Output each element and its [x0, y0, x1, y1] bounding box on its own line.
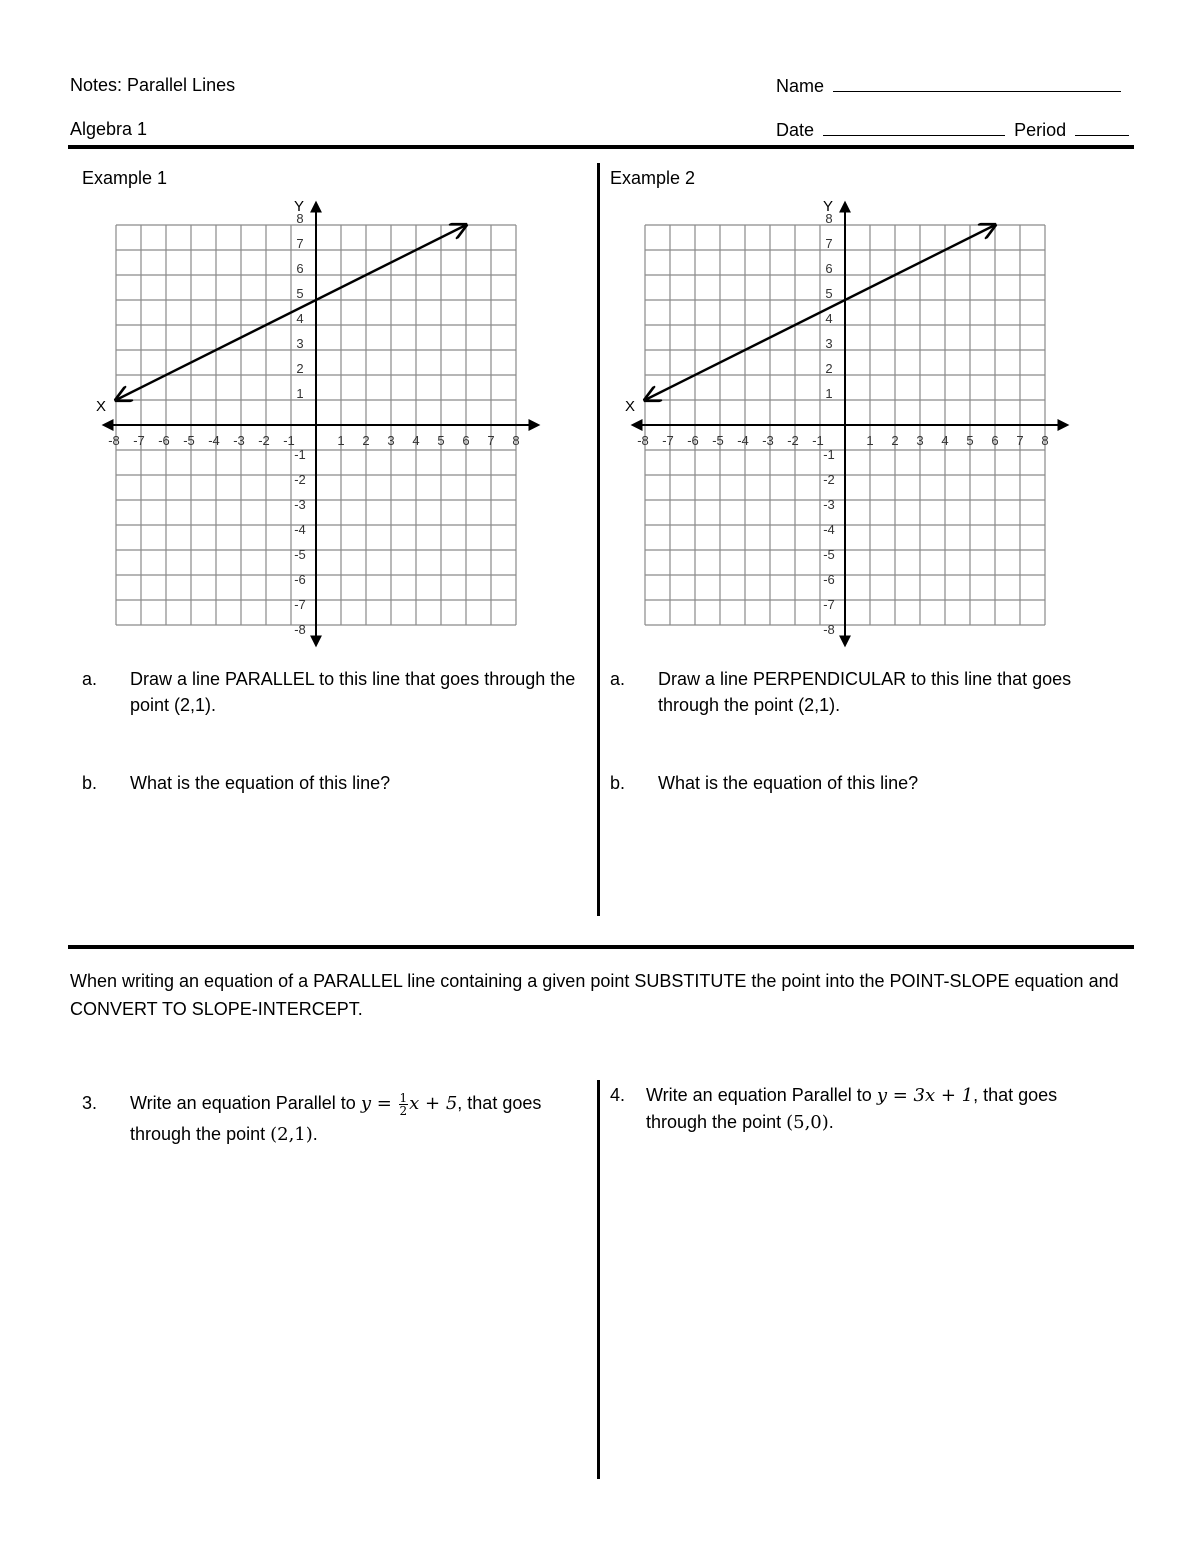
course-name: Algebra 1: [70, 119, 148, 139]
x-tick-label: 7: [1016, 433, 1024, 448]
problem-3-equation: y = $\frac{1}{2}$ x + 5: [360, 1090, 458, 1118]
x-tick-label: -1: [283, 433, 295, 448]
x-axis-label: X: [625, 398, 636, 415]
y-tick-label: -7: [823, 597, 835, 612]
y-tick-label: 4: [825, 311, 833, 326]
y-axis-label: Y: [294, 198, 305, 215]
example-2-title: Example 2: [610, 168, 696, 188]
x-tick-label: -2: [258, 433, 270, 448]
y-tick-label: -6: [294, 572, 306, 587]
problem-4-suffix: , that goes: [973, 1085, 1058, 1105]
x-tick-label: 4: [412, 433, 420, 448]
y-tick-label: -3: [823, 497, 835, 512]
x-tick-label: -5: [712, 433, 724, 448]
y-axis-label: Y: [823, 198, 834, 215]
y-tick-label: 7: [825, 236, 833, 251]
problem-3-suffix: , that goes: [457, 1093, 542, 1113]
y-tick-label: -5: [294, 547, 306, 562]
date-label: Date: [776, 120, 815, 140]
y-tick-label: 3: [825, 336, 833, 351]
y-tick-label: 7: [296, 236, 304, 251]
y-tick-label: -3: [294, 497, 306, 512]
x-tick-label: 6: [991, 433, 999, 448]
worksheet-title: Notes: Parallel Lines: [70, 75, 236, 95]
x-tick-label: 5: [437, 433, 445, 448]
y-tick-label: -4: [294, 522, 306, 537]
problem-3-marker: 3.: [82, 1093, 98, 1113]
x-tick-label: 8: [1041, 433, 1049, 448]
question-a-marker: a.: [82, 669, 98, 689]
x-tick-label: -6: [158, 433, 170, 448]
x-tick-label: 2: [362, 433, 370, 448]
question-b-text: What is the equation of this line?: [130, 773, 391, 793]
y-tick-label: -7: [294, 597, 306, 612]
name-label: Name: [776, 76, 825, 96]
x-tick-label: 1: [337, 433, 345, 448]
question-a-marker: a.: [610, 669, 626, 689]
x-tick-label: -7: [133, 433, 145, 448]
x-tick-label: 3: [916, 433, 924, 448]
header-divider: [68, 145, 1134, 149]
x-tick-label: 5: [966, 433, 974, 448]
period-blank[interactable]: [1075, 119, 1129, 136]
x-tick-label: 1: [866, 433, 874, 448]
y-tick-label: -6: [823, 572, 835, 587]
x-tick-label: 7: [487, 433, 495, 448]
problem-4-prefix: Write an equation Parallel to: [646, 1085, 877, 1105]
y-tick-label: -5: [823, 547, 835, 562]
x-tick-label: -4: [208, 433, 220, 448]
y-tick-label: -8: [823, 622, 835, 637]
date-blank[interactable]: [823, 119, 1005, 136]
period-label: Period: [1014, 120, 1067, 140]
date-period-field[interactable]: [776, 119, 1129, 141]
x-tick-label: -6: [687, 433, 699, 448]
problem-4-marker: 4.: [610, 1085, 626, 1105]
y-tick-label: 4: [296, 311, 304, 326]
y-tick-label: 2: [296, 361, 304, 376]
x-tick-label: 8: [512, 433, 520, 448]
x-axis-label: X: [96, 398, 107, 415]
x-tick-label: -8: [637, 433, 649, 448]
y-tick-label: 8: [296, 211, 304, 226]
y-tick-label: 1: [825, 386, 833, 401]
problem-3-point: (2,1): [270, 1124, 313, 1145]
y-tick-label: -4: [823, 522, 835, 537]
x-tick-label: 3: [387, 433, 395, 448]
problem-column-divider: [597, 1080, 600, 1479]
x-tick-label: -2: [787, 433, 799, 448]
question-b-marker: b.: [82, 773, 98, 793]
x-tick-label: -4: [737, 433, 749, 448]
problem-3-line2: through the point: [130, 1124, 271, 1144]
x-tick-label: -7: [662, 433, 674, 448]
y-tick-label: -1: [294, 447, 306, 462]
one-half-fraction: $\frac{1}{2}$: [399, 1090, 408, 1118]
question-b-text: What is the equation of this line?: [658, 773, 919, 793]
instruction-note: When writing an equation of a PARALLEL line containing a given point SUBSTITUTE the point into the POINT-SLOPE equation and CONVERT TO SLOPE-INTERCEPT.: [70, 971, 1119, 1019]
x-tick-label: -5: [183, 433, 195, 448]
y-tick-label: 1: [296, 386, 304, 401]
x-tick-label: -8: [108, 433, 120, 448]
question-a-text: Draw a line PERPENDICULAR to this line that goes through the point (2,1).: [658, 669, 1072, 715]
y-tick-label: -2: [823, 472, 835, 487]
section-divider: [68, 945, 1134, 949]
y-tick-label: -1: [823, 447, 835, 462]
question-b-marker: b.: [610, 773, 626, 793]
problem-4-equation: y = 3x + 1: [876, 1085, 974, 1106]
y-tick-label: 5: [296, 286, 304, 301]
example-2-graph: [619, 195, 1079, 650]
question-a-text: Draw a line PARALLEL to this line that goes through the point (2,1).: [130, 669, 576, 715]
problem-3-prefix: Write an equation Parallel to: [130, 1093, 361, 1113]
y-tick-label: 6: [825, 261, 833, 276]
example-1-title: Example 1: [82, 168, 168, 188]
x-tick-label: -1: [812, 433, 824, 448]
x-tick-label: 4: [941, 433, 949, 448]
x-tick-label: -3: [762, 433, 774, 448]
y-tick-label: 6: [296, 261, 304, 276]
y-tick-label: 2: [825, 361, 833, 376]
problem-4-point: (5,0): [786, 1112, 829, 1133]
example-1-graph: [90, 195, 550, 650]
x-tick-label: -3: [233, 433, 245, 448]
x-tick-label: 6: [462, 433, 470, 448]
y-tick-label: 8: [825, 211, 833, 226]
name-blank[interactable]: [833, 75, 1121, 92]
y-tick-label: 3: [296, 336, 304, 351]
y-tick-label: 5: [825, 286, 833, 301]
y-tick-label: -8: [294, 622, 306, 637]
problem-4-line2: through the point: [646, 1112, 787, 1132]
y-tick-label: -2: [294, 472, 306, 487]
x-tick-label: 2: [891, 433, 899, 448]
example-column-divider: [597, 163, 600, 916]
name-field[interactable]: [776, 75, 1121, 97]
